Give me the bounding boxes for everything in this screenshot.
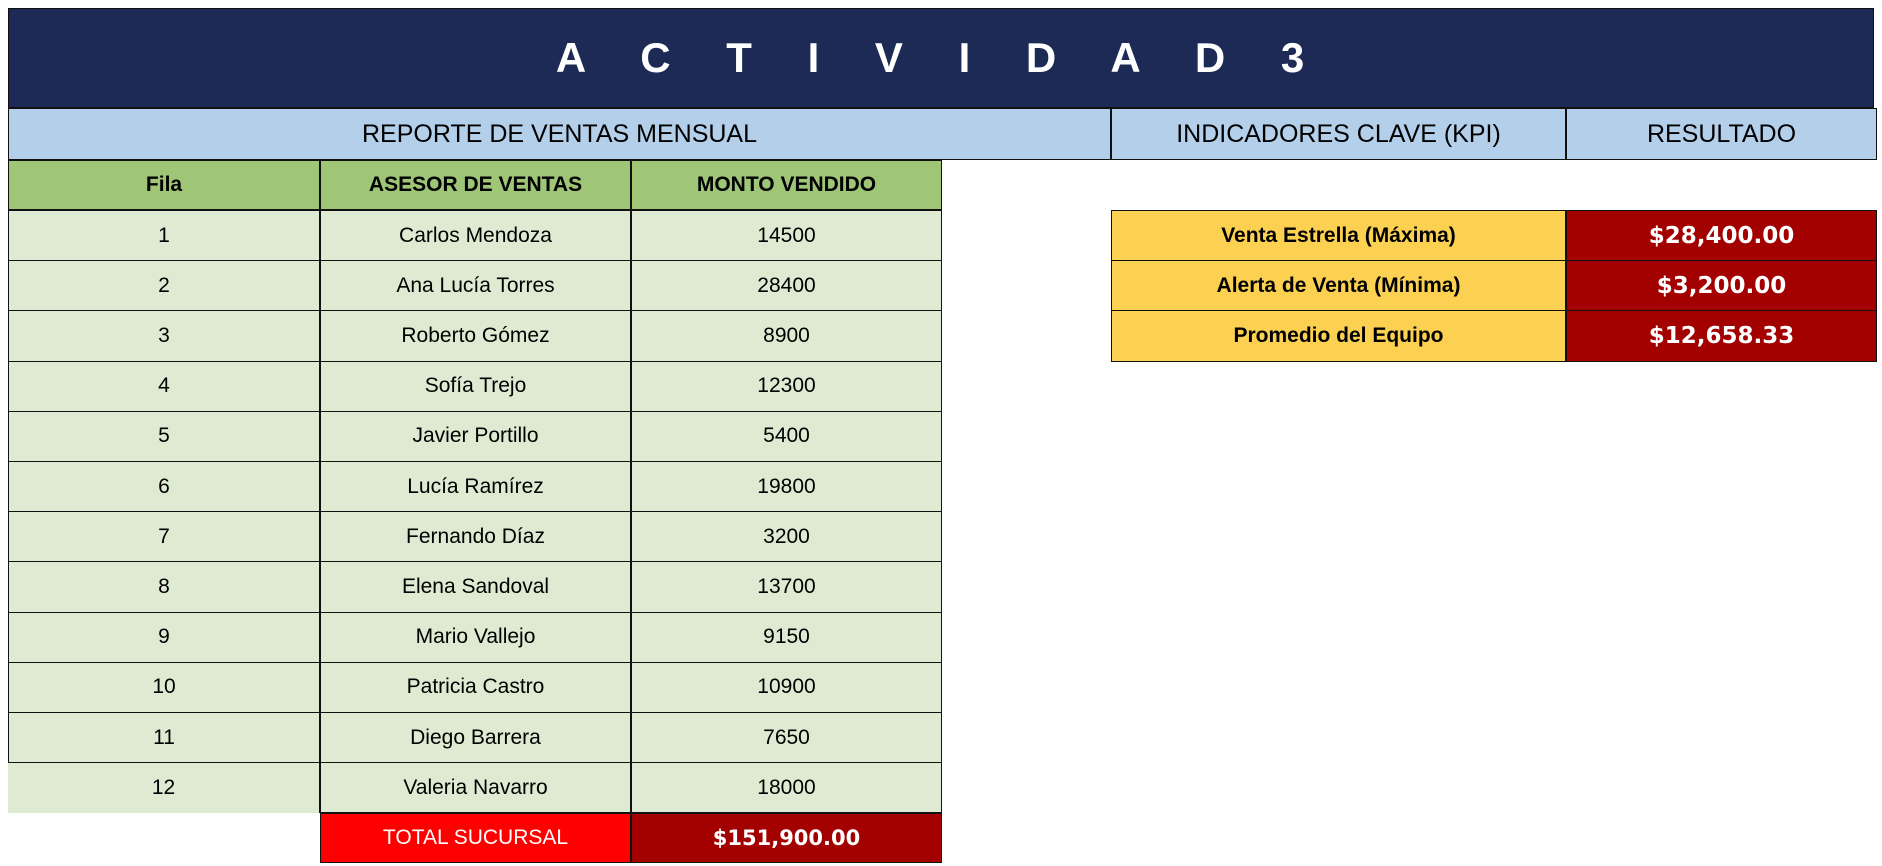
kpi-section-header: INDICADORES CLAVE (KPI) [1111,108,1566,160]
column-header-fila: Fila [8,160,320,210]
kpi-label: Promedio del Equipo [1111,310,1566,361]
cell-asesor: Valeria Navarro [320,762,631,813]
cell-monto: 13700 [631,561,942,612]
total-label: TOTAL SUCURSAL [320,813,631,863]
report-section-header: REPORTE DE VENTAS MENSUAL [8,108,1111,160]
cell-monto: 5400 [631,411,942,462]
cell-asesor: Ana Lucía Torres [320,260,631,311]
column-header-monto: MONTO VENDIDO [631,160,942,210]
cell-fila: 1 [8,210,320,261]
column-header-asesor: ASESOR DE VENTAS [320,160,631,210]
cell-fila: 3 [8,310,320,361]
cell-monto: 3200 [631,511,942,562]
cell-monto: 10900 [631,662,942,713]
cell-fila: 2 [8,260,320,311]
cell-monto: 12300 [631,361,942,412]
cell-asesor: Roberto Gómez [320,310,631,361]
cell-fila: 6 [8,461,320,512]
cell-fila: 9 [8,612,320,663]
cell-fila: 8 [8,561,320,612]
cell-asesor: Javier Portillo [320,411,631,462]
cell-asesor: Lucía Ramírez [320,461,631,512]
kpi-value: $28,400.00 [1566,210,1877,261]
cell-monto: 9150 [631,612,942,663]
cell-asesor: Carlos Mendoza [320,210,631,261]
sheet-title: A C T I V I D A D 3 [8,8,1874,108]
kpi-label: Venta Estrella (Máxima) [1111,210,1566,261]
cell-fila: 5 [8,411,320,462]
cell-asesor: Elena Sandoval [320,561,631,612]
cell-monto: 14500 [631,210,942,261]
cell-asesor: Mario Vallejo [320,612,631,663]
cell-asesor: Fernando Díaz [320,511,631,562]
result-section-header: RESULTADO [1566,108,1877,160]
cell-fila: 4 [8,361,320,412]
total-value: $151,900.00 [631,813,942,863]
kpi-label: Alerta de Venta (Mínima) [1111,260,1566,311]
cell-monto: 7650 [631,712,942,763]
cell-monto: 18000 [631,762,942,813]
cell-monto: 28400 [631,260,942,311]
cell-fila: 10 [8,662,320,713]
cell-asesor: Sofía Trejo [320,361,631,412]
cell-monto: 8900 [631,310,942,361]
cell-asesor: Diego Barrera [320,712,631,763]
kpi-value: $12,658.33 [1566,310,1877,361]
cell-fila: 7 [8,511,320,562]
cell-asesor: Patricia Castro [320,662,631,713]
cell-fila: 11 [8,712,320,763]
cell-monto: 19800 [631,461,942,512]
cell-fila: 12 [8,762,320,813]
kpi-value: $3,200.00 [1566,260,1877,311]
